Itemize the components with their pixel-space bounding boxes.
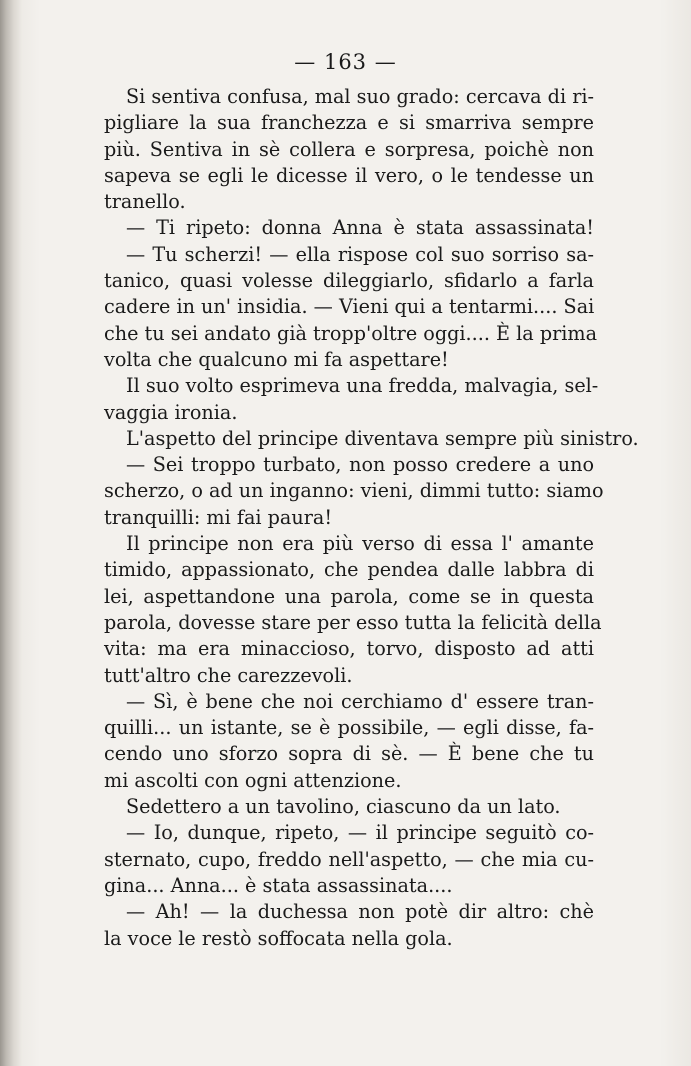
text-line: — Sei troppo turbato, non posso credere a uno [126, 453, 594, 477]
text-line: che tu sei andato già tropp'oltre oggi.... È la prima [104, 321, 598, 345]
text-line: pigliare la sua franchezza e si smarriva sempre [104, 111, 594, 135]
text-line: la voce le restò soffocata nella gola. [104, 926, 453, 950]
text-line: mi ascolti con ogni attenzione. [104, 768, 402, 792]
text-line: quilli... un istante, se è possibile, — egli disse, fa- [104, 716, 594, 740]
page-number: — 163 — [294, 50, 397, 74]
text-line: più. Sentiva in sè collera e sorpresa, poichè non [104, 137, 594, 161]
text-line: L'aspetto del principe diventava sempre più sinistro. [126, 426, 639, 450]
text-line: Il suo volto esprimeva una fredda, malvagia, sel- [126, 374, 599, 398]
text-line: lei, aspettandone una parola, come se in questa [104, 584, 594, 608]
text-line: Si sentiva confusa, mal suo grado: cercava di ri- [126, 85, 594, 108]
text-line: sternato, cupo, freddo nell'aspetto, — che mia cu- [104, 847, 594, 871]
text-line: cendo uno sforzo sopra di sè. — È bene che tu [104, 742, 594, 766]
text-line: — Tu scherzi! — ella rispose col suo sorriso sa- [126, 242, 594, 266]
text-line: vaggia ironia. [104, 400, 238, 424]
page-binding-shadow [0, 0, 22, 1066]
text-line: timido, appassionato, che pendea dalle labbra di [104, 558, 594, 582]
text-line: — Io, dunque, ripeto, — il principe seguitò co- [126, 821, 594, 845]
text-line: Sedettero a un tavolino, ciascuno da un lato. [126, 795, 561, 819]
text-line: gina... Anna... è stata assassinata.... [104, 873, 453, 897]
text-line: tutt'altro che carezzevoli. [104, 663, 353, 687]
text-line: Il principe non era più verso di essa l' amante [126, 532, 594, 556]
text-line: — Ah! — la duchessa non potè dir altro: chè [126, 900, 594, 924]
text-line: sapeva se egli le dicesse il vero, o le tendesse un [104, 163, 594, 187]
text-line: scherzo, o ad un inganno: vieni, dimmi tutto: siamo [104, 479, 604, 503]
text-line: — Ti ripeto: donna Anna è stata assassinata! [126, 216, 594, 240]
text-line: tranquilli: mi fai paura! [104, 505, 333, 529]
text-line: vita: ma era minaccioso, torvo, disposto ad atti [104, 637, 594, 661]
text-line: volta che qualcuno mi fa aspettare! [104, 347, 449, 371]
text-line: tanico, quasi volesse dileggiarlo, sfidarlo a farla [104, 269, 594, 293]
text-line: cadere in un' insidia. — Vieni qui a tentarmi.... Sai [104, 295, 595, 319]
text-line: — Sì, è bene che noi cerchiamo d' essere tran- [126, 689, 594, 713]
text-line: tranello. [104, 190, 186, 214]
body-text [104, 84, 639, 952]
text-line: parola, dovesse stare per esso tutta la felicità della [104, 610, 602, 634]
